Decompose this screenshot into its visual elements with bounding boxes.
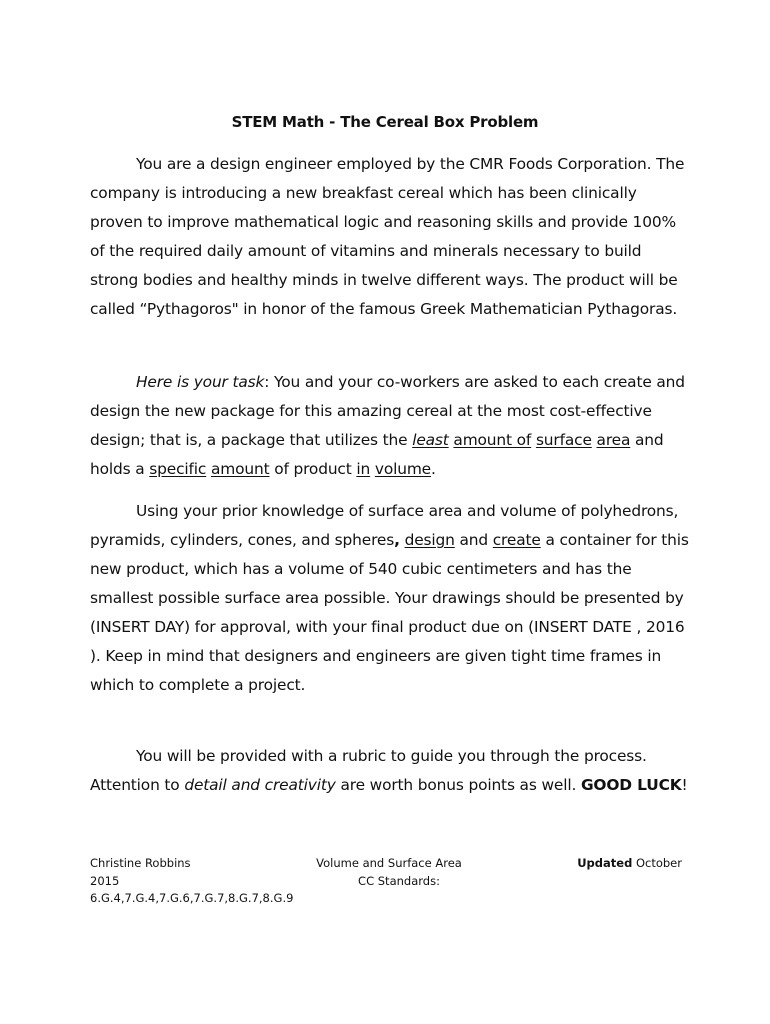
paragraph-task <box>90 368 690 484</box>
rubric-intro: You will be provided with a rubric to guide you through the process. Attention to <box>90 747 647 794</box>
task-label: Here is your task <box>136 373 265 391</box>
footer-updated <box>577 855 682 873</box>
paragraph-rubric <box>90 742 690 800</box>
footer-updated-month: October <box>632 856 682 870</box>
page-title: STEM Math - The Cereal Box Problem <box>231 113 539 131</box>
rubric-middle: are worth bonus points as well. <box>335 776 581 794</box>
emphasis-area: area <box>596 431 631 449</box>
paragraph-rubric-text <box>90 742 690 800</box>
text-period: . <box>430 460 436 478</box>
emphasis-detail: detail and creativity <box>184 776 336 794</box>
emphasis-surface: surface <box>535 431 592 449</box>
footer-updated-label: Updated <box>577 856 633 870</box>
bold-comma: , <box>394 531 400 549</box>
footer-author: Christine Robbins <box>90 856 191 870</box>
footer-year: 2015 <box>90 873 120 888</box>
emphasis-design: design <box>404 531 455 549</box>
paragraph-instructions-text <box>90 497 690 700</box>
footer-topic: Volume and Surface Area <box>316 856 462 870</box>
text-and-holds: and holds a <box>90 431 664 478</box>
emphasis-least: least <box>412 431 449 449</box>
instructions-intro: Using your prior knowledge of surface area and volume of polyhedrons, pyramids, cylinders, cones, and spheres <box>90 502 679 549</box>
emphasis-in: in <box>356 460 371 478</box>
footer-standards-label: CC Standards: <box>358 873 440 888</box>
emphasis-specific: specific <box>149 460 207 478</box>
emphasis-create: create <box>492 531 541 549</box>
task-text: : You and your co-workers are asked to each create and design the new package for this amazing cereal at the most cost-effective design; that is, a package that utilizes the <box>90 373 685 449</box>
text-of-product: of product <box>269 460 357 478</box>
good-luck: GOOD LUCK <box>580 776 682 794</box>
page-footer <box>90 855 682 915</box>
emphasis-amount-of: amount of <box>453 431 532 449</box>
text-exclamation: ! <box>681 776 688 794</box>
paragraph-intro <box>90 150 690 324</box>
instructions-rest: a container for this new product, which has a volume of 540 cubic centimeters and has the smallest possible surface area possible. Your drawings should be presented by (INSERT DAY) for approval, with your final product due on (INSERT DATE , 2016 ). Keep in mind that designers and engineers are given tight time frames in which to complete a project. <box>90 531 689 694</box>
paragraph-intro-text: You are a design engineer employed by the CMR Foods Corporation. The company is introducing a new breakfast cereal which has been clinically proven to improve mathematical logic and reasoning skills and provide 100% of the required daily amount of vitamins and minerals necessary to build strong bodies and healthy minds in twelve different ways. The product will be called “Pythagoros" in honor of the famous Greek Mathematician Pythagoras. <box>90 155 685 318</box>
paragraph-task-text <box>90 368 690 484</box>
emphasis-volume: volume <box>374 460 431 478</box>
paragraph-instructions <box>90 497 690 700</box>
text-and: and <box>454 531 493 549</box>
footer-standards: 6.G.4,7.G.4,7.G.6,7.G.7,8.G.7,8.G.9 <box>90 891 294 905</box>
emphasis-amount: amount <box>210 460 270 478</box>
